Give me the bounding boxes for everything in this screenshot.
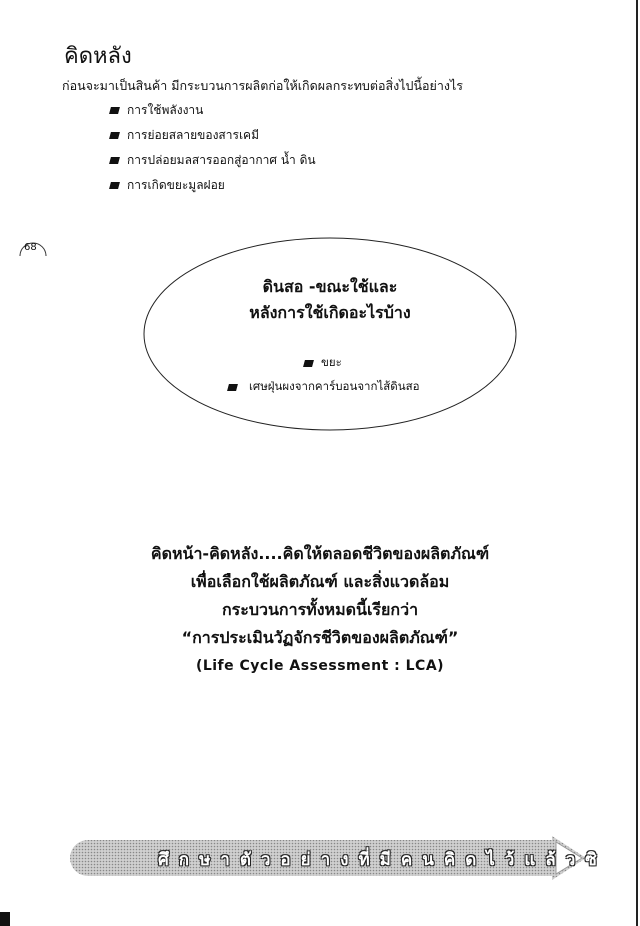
ellipse-item	[304, 354, 342, 372]
section-heading: คิดหลัง	[64, 44, 132, 69]
bullet-text: การเกิดขยะมูลฝอย	[127, 178, 225, 192]
ellipse-item-text: ขยะ	[321, 355, 342, 369]
page-edge-line	[636, 0, 638, 926]
square-bullet-icon	[109, 107, 120, 114]
summary-line: คิดหน้า-คิดหลัง....คิดให้ตลอดชีวิตของผลิตภัณฑ์	[150, 544, 490, 563]
square-bullet-icon	[303, 360, 314, 367]
summary-line: เพื่อเลือกใช้ผลิตภัณฑ์ และสิ่งแวดล้อม	[190, 572, 450, 591]
square-bullet-icon	[109, 182, 120, 189]
summary-block	[0, 540, 640, 680]
bullet-list	[110, 98, 316, 198]
summary-line-english: (Life Cycle Assessment : LCA)	[195, 658, 445, 674]
square-bullet-icon	[227, 384, 238, 391]
ellipse-callout	[142, 236, 518, 432]
page-number-badge	[18, 232, 48, 258]
summary-line: กระบวนการทั้งหมดนี้เรียกว่า	[221, 600, 419, 619]
square-bullet-icon	[109, 132, 120, 139]
corner-mark	[0, 912, 10, 926]
bullet-text: การใช้พลังงาน	[127, 103, 204, 117]
ellipse-item	[228, 378, 420, 396]
ellipse-item-text: เศษฝุ่นผงจากคาร์บอนจากไส้ดินสอ	[249, 379, 420, 393]
summary-line: “การประเมินวัฏจักรชีวิตของผลิตภัณฑ์”	[181, 628, 459, 647]
ellipse-outline	[142, 236, 518, 432]
ellipse-title-line: ดินสอ -ขณะใช้และ	[262, 277, 398, 296]
bullet-text: การย่อยสลายของสารเคมี	[127, 128, 259, 142]
intro-text: ก่อนจะมาเป็นสินค้า มีกระบวนการผลิตก่อให้เกิดผลกระทบต่อสิ่งไปนี้อย่างไร	[62, 78, 463, 93]
bullet-item	[110, 173, 316, 198]
bullet-item	[110, 123, 316, 148]
ellipse-title	[142, 274, 518, 326]
footer-banner	[66, 836, 607, 880]
ellipse-title-line: หลังการใช้เกิดอะไรบ้าง	[249, 303, 411, 322]
banner-text: ศึกษาตัวอย่างที่มีคนคิดไว้แล้วซิ	[158, 850, 607, 870]
square-bullet-icon	[109, 157, 120, 164]
bullet-item	[110, 98, 316, 123]
page-number: 68	[24, 242, 37, 253]
bullet-item	[110, 148, 316, 173]
bullet-text: การปล่อยมลสารออกสู่อากาศ น้ำ ดิน	[127, 153, 316, 167]
